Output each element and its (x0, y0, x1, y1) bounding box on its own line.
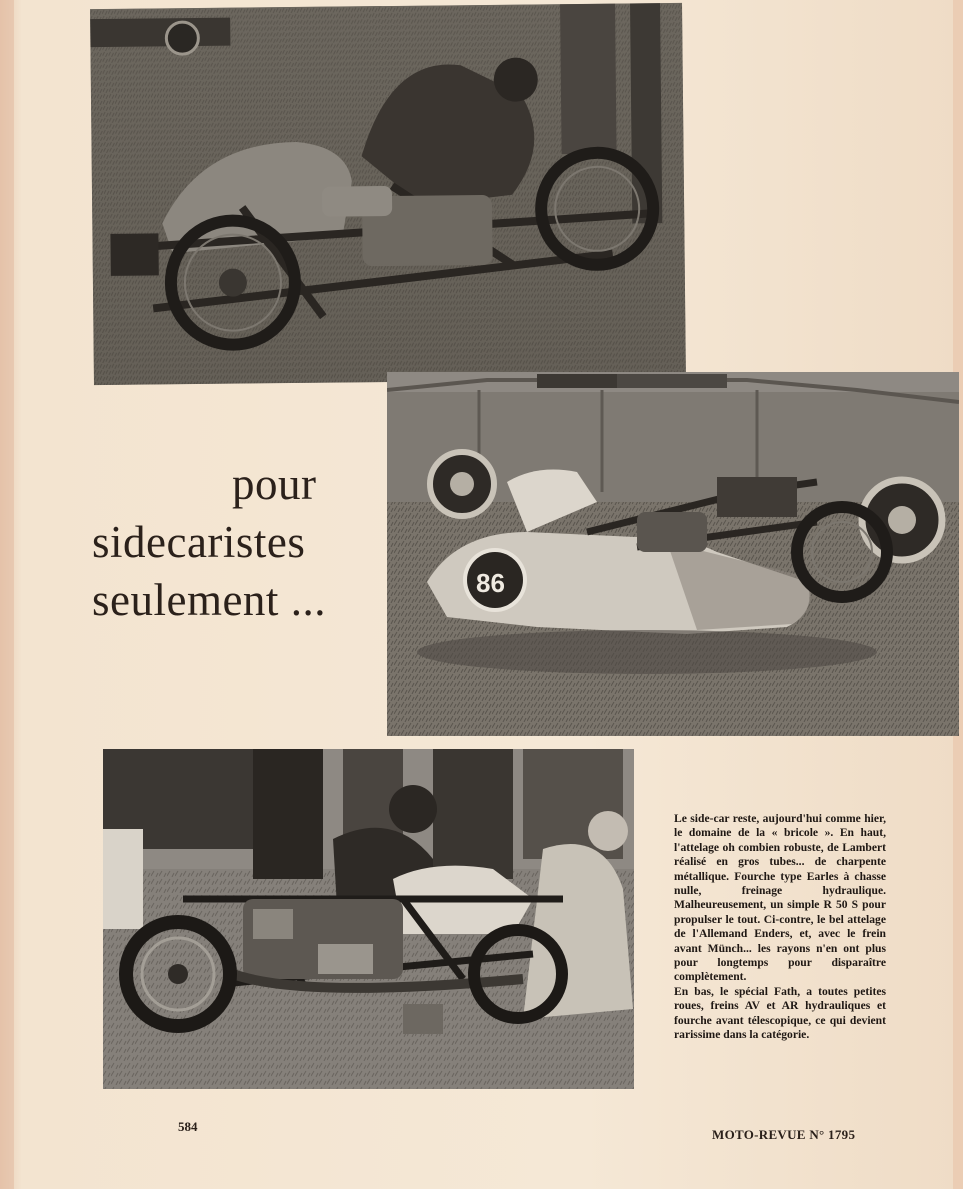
headline-line-1: pour (232, 459, 317, 509)
caption-paragraph-2: En bas, le spécial Fath, a toutes petites roues, freins AV et AR hydrauliques et fourche avant télescopique, ce qui devient rarissime dans la catégorie. (674, 984, 886, 1042)
magazine-issue: MOTO-REVUE N° 1795 (712, 1127, 856, 1142)
photo-enders-sidecar (387, 372, 959, 736)
photo-caption (674, 812, 886, 1043)
photo-lambert-sidecar (90, 3, 686, 385)
photo-fath-special (103, 749, 634, 1089)
race-number: 86 (476, 568, 505, 598)
page-number: 584 (178, 1119, 198, 1134)
headline-line-2: sidecaristes (92, 517, 306, 567)
caption-paragraph-1: Le side-car reste, aujourd'hui comme hier, le domaine de la « bricole ». En haut, l'attelage oh combien robuste, de Lambert réalisé en gros tubes... de charpente métallique. Fourche type Earles à chasse nulle, freinage hydraulique. Malheureusement, un simple R 50 S pour propulser le tout. Ci-contre, le bel attelage de l'Allemand Enders, et, avec le frein avant Münch... les rayons n'en ont plus pour longtemps pour disparaître complètement. (674, 812, 886, 984)
headline-line-3: seulement ... (92, 575, 326, 625)
page-edge-left (0, 0, 14, 1189)
